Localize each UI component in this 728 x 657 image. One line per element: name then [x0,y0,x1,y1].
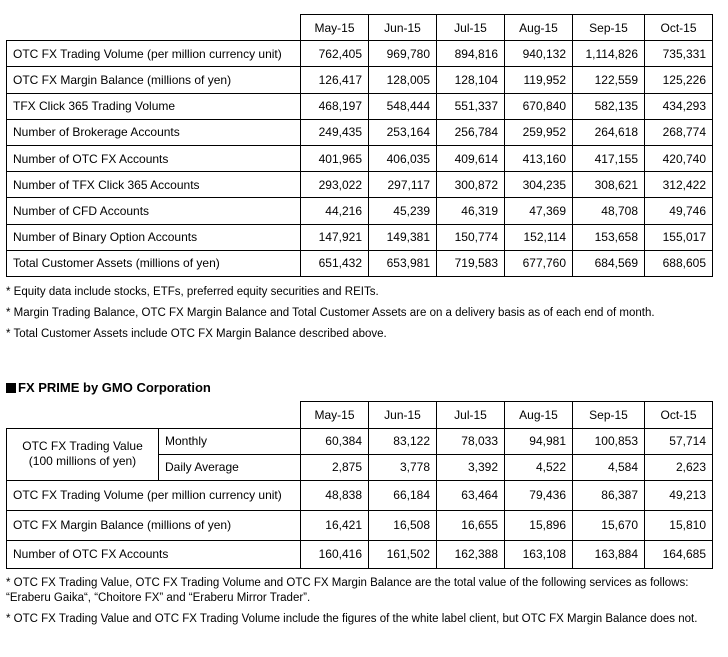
row-label: OTC FX Trading Volume (per million currency unit) [7,41,301,67]
cell-value: 128,005 [369,67,437,93]
table-row [7,510,713,540]
sub-row-label: Daily Average [159,454,301,480]
cell-value: 94,981 [505,428,573,454]
cell-value: 164,685 [645,540,713,568]
fx-prime-table [6,401,713,569]
table-row [7,172,713,198]
table-row [7,145,713,171]
table-row [7,119,713,145]
month-header: Aug-15 [505,15,573,41]
cell-value: 15,670 [573,510,645,540]
cell-value: 153,658 [573,224,645,250]
cell-value: 653,981 [369,250,437,276]
header-blank [7,15,301,41]
cell-value: 152,114 [505,224,573,250]
sub-row-label: Monthly [159,428,301,454]
cell-value: 308,621 [573,172,645,198]
cell-value: 4,522 [505,454,573,480]
cell-value: 163,108 [505,540,573,568]
month-header: Oct-15 [645,15,713,41]
cell-value: 256,784 [437,119,505,145]
cell-value: 969,780 [369,41,437,67]
cell-value: 79,436 [505,480,573,510]
table-row [7,480,713,510]
row-label: OTC FX Margin Balance (millions of yen) [7,510,301,540]
cell-value: 670,840 [505,93,573,119]
cell-value: 128,104 [437,67,505,93]
row-label: Number of TFX Click 365 Accounts [7,172,301,198]
cell-value: 86,387 [573,480,645,510]
cell-value: 268,774 [645,119,713,145]
cell-value: 582,135 [573,93,645,119]
month-header: Sep-15 [573,15,645,41]
cell-value: 409,614 [437,145,505,171]
cell-value: 45,239 [369,198,437,224]
cell-value: 48,838 [301,480,369,510]
cell-value: 16,421 [301,510,369,540]
monthly-data-table [6,14,713,277]
cell-value: 15,896 [505,510,573,540]
cell-value: 259,952 [505,119,573,145]
cell-value: 2,875 [301,454,369,480]
month-header: Jul-15 [437,15,505,41]
cell-value: 122,559 [573,67,645,93]
cell-value: 719,583 [437,250,505,276]
section-title-text: FX PRIME by GMO Corporation [18,380,211,395]
cell-value: 161,502 [369,540,437,568]
cell-value: 434,293 [645,93,713,119]
footnote: * OTC FX Trading Value and OTC FX Trading Volume include the figures of the white label client, but OTC FX Margin Balance does not. [6,613,698,625]
cell-value: 264,618 [573,119,645,145]
cell-value: 1,114,826 [573,41,645,67]
cell-value: 46,319 [437,198,505,224]
cell-value: 300,872 [437,172,505,198]
month-header: Jun-15 [369,402,437,429]
month-header: Sep-15 [573,402,645,429]
month-header: Aug-15 [505,402,573,429]
cell-value: 312,422 [645,172,713,198]
cell-value: 78,033 [437,428,505,454]
cell-value: 125,226 [645,67,713,93]
table-row [7,41,713,67]
table-row [7,250,713,276]
cell-value: 163,884 [573,540,645,568]
cell-value: 420,740 [645,145,713,171]
section-title [6,380,211,395]
cell-value: 83,122 [369,428,437,454]
cell-value: 253,164 [369,119,437,145]
table-row [7,428,713,454]
cell-value: 940,132 [505,41,573,67]
cell-value: 150,774 [437,224,505,250]
row-label: Number of OTC FX Accounts [7,540,301,568]
cell-value: 57,714 [645,428,713,454]
header-row [7,15,713,41]
footnote: * Total Customer Assets include OTC FX Margin Balance described above. [6,328,387,340]
table-row [7,540,713,568]
cell-value: 735,331 [645,41,713,67]
cell-value: 3,392 [437,454,505,480]
cell-value: 44,216 [301,198,369,224]
cell-value: 293,022 [301,172,369,198]
cell-value: 762,405 [301,41,369,67]
header-blank [7,402,301,429]
footnote: * OTC FX Trading Value, OTC FX Trading Volume and OTC FX Margin Balance are the total value of the following services as follows: “Eraberu Gaika“, “Choitore FX” and “Eraberu Mirror Trader”. [6,577,689,604]
cell-value: 651,432 [301,250,369,276]
cell-value: 401,965 [301,145,369,171]
cell-value: 677,760 [505,250,573,276]
cell-value: 417,155 [573,145,645,171]
merged-label-line: OTC FX Trading Value [22,439,143,453]
header-row [7,402,713,429]
square-bullet-icon [6,383,16,393]
cell-value: 149,381 [369,224,437,250]
cell-value: 16,508 [369,510,437,540]
cell-value: 413,160 [505,145,573,171]
row-label: Number of OTC FX Accounts [7,145,301,171]
footnote: * Margin Trading Balance, OTC FX Margin Balance and Total Customer Assets are on a delivery basis as of each end of month. [6,307,655,319]
cell-value: 304,235 [505,172,573,198]
cell-value: 4,584 [573,454,645,480]
cell-value: 49,213 [645,480,713,510]
cell-value: 15,810 [645,510,713,540]
month-header: May-15 [301,15,369,41]
cell-value: 155,017 [645,224,713,250]
cell-value: 3,778 [369,454,437,480]
row-label: OTC FX Trading Volume (per million currency unit) [7,480,301,510]
merged-label-line: (100 millions of yen) [28,454,137,468]
cell-value: 2,623 [645,454,713,480]
cell-value: 406,035 [369,145,437,171]
table-row [7,93,713,119]
cell-value: 688,605 [645,250,713,276]
cell-value: 894,816 [437,41,505,67]
cell-value: 297,117 [369,172,437,198]
table-row [7,224,713,250]
merged-row-label [7,428,159,480]
row-label: Number of CFD Accounts [7,198,301,224]
cell-value: 66,184 [369,480,437,510]
table-row [7,198,713,224]
cell-value: 548,444 [369,93,437,119]
cell-value: 100,853 [573,428,645,454]
cell-value: 49,746 [645,198,713,224]
month-header: Oct-15 [645,402,713,429]
month-header: Jul-15 [437,402,505,429]
row-label: Number of Brokerage Accounts [7,119,301,145]
cell-value: 63,464 [437,480,505,510]
footnote: * Equity data include stocks, ETFs, preferred equity securities and REITs. [6,286,379,298]
month-header: May-15 [301,402,369,429]
cell-value: 126,417 [301,67,369,93]
cell-value: 48,708 [573,198,645,224]
cell-value: 147,921 [301,224,369,250]
cell-value: 16,655 [437,510,505,540]
cell-value: 47,369 [505,198,573,224]
month-header: Jun-15 [369,15,437,41]
row-label: TFX Click 365 Trading Volume [7,93,301,119]
row-label: OTC FX Margin Balance (millions of yen) [7,67,301,93]
cell-value: 249,435 [301,119,369,145]
cell-value: 468,197 [301,93,369,119]
cell-value: 160,416 [301,540,369,568]
row-label: Total Customer Assets (millions of yen) [7,250,301,276]
cell-value: 551,337 [437,93,505,119]
cell-value: 119,952 [505,67,573,93]
cell-value: 162,388 [437,540,505,568]
table-row [7,67,713,93]
cell-value: 684,569 [573,250,645,276]
row-label: Number of Binary Option Accounts [7,224,301,250]
cell-value: 60,384 [301,428,369,454]
